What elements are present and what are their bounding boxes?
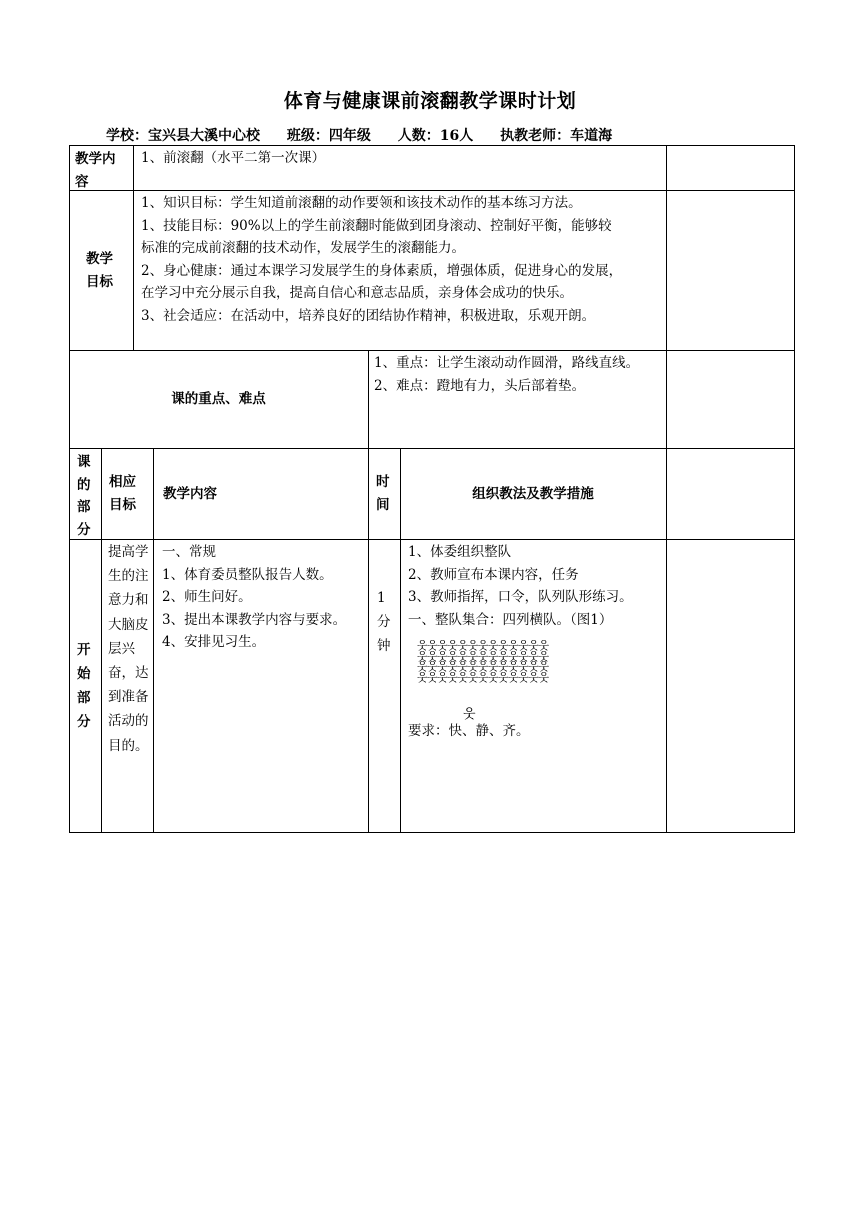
objective-line: 1、技能目标：90%以上的学生前滚翻时能做到团身滚动、控制好平衡，能够较 <box>141 217 612 234</box>
method-line: 3、教师指挥，口令，队列队形练习。 <box>408 589 633 605</box>
formation-row: 웃웃웃웃웃웃웃웃웃웃웃웃웃 <box>417 649 549 663</box>
content-line: 2、师生问好。 <box>162 589 252 605</box>
content-line: 3、提出本课教学内容与要求。 <box>162 611 347 628</box>
header-time: 时间 <box>376 474 390 513</box>
start-requirement: 要求：快、静、齐。 <box>408 723 530 739</box>
content-label: 教学内容 <box>75 151 116 190</box>
student-count: 人数：16人 <box>397 128 474 144</box>
keypoint-line: 2、难点：蹬地有力，头后部着垫。 <box>374 377 586 394</box>
keypoints-label: 课的重点、难点 <box>171 391 266 407</box>
objectives-list <box>141 192 665 327</box>
method-line: 1、体委组织整队 <box>408 544 512 560</box>
method-line: 一、整队集合：四列横队。（图1） <box>408 611 613 628</box>
content-line: 4、安排见习生。 <box>162 634 266 650</box>
objective-line: 3、社会适应：在活动中，培养良好的团结协作精神，积极进取，乐观开朗。 <box>141 307 596 324</box>
header-goal: 相应目标 <box>109 474 136 513</box>
lesson-meta <box>106 125 634 145</box>
keypoints-list <box>374 352 666 397</box>
method-line: 2、教师宣布本课内容，任务 <box>408 566 579 583</box>
header-content: 教学内容 <box>163 486 217 502</box>
objective-line: 1、知识目标：学生知道前滚翻的动作要领和该技术动作的基本练习方法。 <box>141 195 582 211</box>
start-time: 1分钟 <box>377 590 391 654</box>
content-line: 一、常规 <box>162 544 216 560</box>
objective-line: 在学习中充分展示自我，提高自信心和意志品质，亲身体会成功的快乐。 <box>141 285 573 301</box>
formation-row: 웃웃웃웃웃웃웃웃웃웃웃웃웃 <box>417 660 549 673</box>
content-line: 1、体育委员整队报告人数。 <box>162 566 333 583</box>
formation-row: 웃웃웃웃웃웃웃웃웃웃웃웃웃 <box>417 639 549 652</box>
formation-diagram <box>417 641 549 683</box>
class: 班级：四年级 <box>286 128 371 144</box>
objectives-label: 教学目标 <box>86 251 113 290</box>
header-method: 组织教法及教学措施 <box>472 486 594 502</box>
start-method <box>408 541 666 631</box>
start-part-label: 开始部分 <box>77 642 91 730</box>
objective-line: 2、身心健康：通过本课学习发展学生的身体素质，增强体质，促进身心的发展， <box>141 262 623 279</box>
keypoint-line: 1、重点：让学生滚动动作圆滑，路线直线。 <box>374 355 640 371</box>
start-content <box>162 541 368 654</box>
objective-line: 标准的完成前滚翻的技术动作，发展学生的滚翻能力。 <box>141 240 465 256</box>
formation-row: 웃웃웃웃웃웃웃웃웃웃웃웃웃 <box>417 670 549 684</box>
school: 学校：宝兴县大溪中心校 <box>106 128 260 144</box>
content-text: 1、前滚翻（水平二第一次课） <box>141 150 326 166</box>
teacher-figure-icon: 웃 <box>463 707 476 722</box>
header-part: 课的部分 <box>77 454 91 538</box>
teacher: 执教老师：车道海 <box>500 128 613 144</box>
start-goal: 提高学生的注意力和大脑皮层兴奋，达到准备活动的目的。 <box>108 544 149 754</box>
page-title: 体育与健康课前滚翻教学课时计划 <box>283 90 577 112</box>
